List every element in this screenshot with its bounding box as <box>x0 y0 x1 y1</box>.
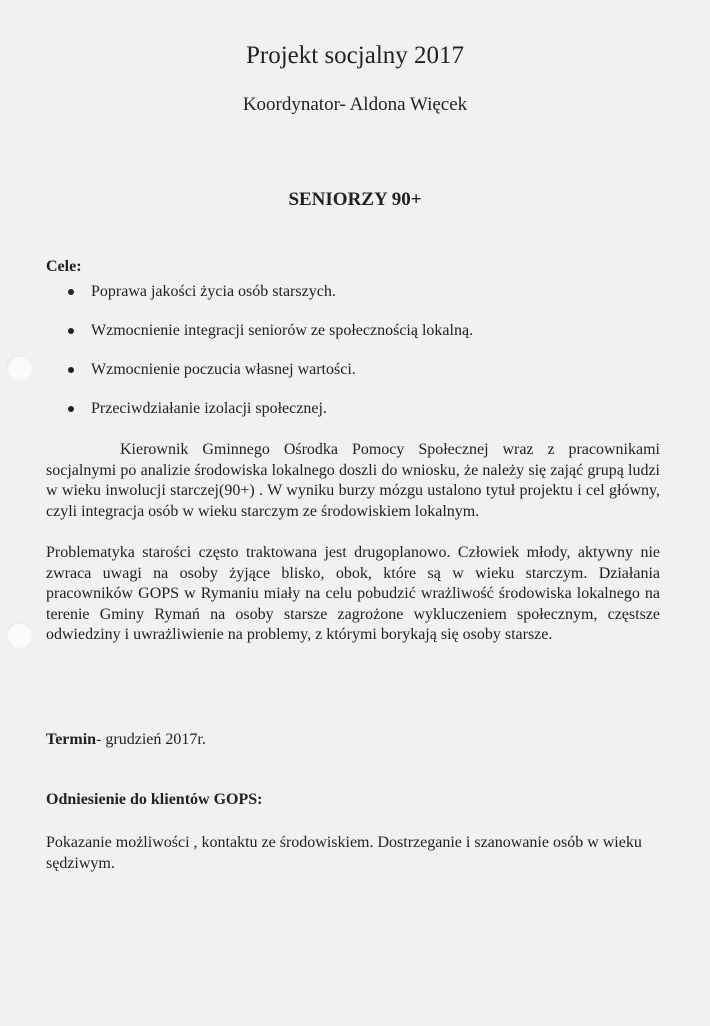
document-title: Projekt socjalny 2017 <box>245 42 465 69</box>
project-heading: SENIORZY 90+ <box>288 189 422 210</box>
term-line <box>46 731 206 749</box>
bullet-icon <box>68 289 74 295</box>
coordinator-line: Koordynator- Aldona Więcek <box>242 94 468 115</box>
paragraph-problem: Problematyka starości często traktowana jest drugoplanowo. Człowiek młody, aktywny nie zwraca uwagi na osoby żyjące blisko, obok, które są w wieku starczym. Działania pracowników GOPS w Rymaniu miały na celu pobudzić wrażliwość środowiska lokalnego na terenie Gminy Rymań na osoby starsze zagrożone wykluczeniem społecznym, częstsze odwiedziny i uwrażliwienie na problemy, z którymi borykają się osoby starsze. <box>46 544 660 644</box>
list-item <box>66 397 473 420</box>
bullet-icon <box>68 367 74 373</box>
goal-text: Wzmocnienie integracji seniorów ze społecznością lokalną. <box>91 322 474 339</box>
goal-text: Wzmocnienie poczucia własnej wartości. <box>91 361 356 378</box>
clients-text: Pokazanie możliwości , kontaktu ze środowiskiem. Dostrzeganie i szanowanie osób w wieku sędziwym. <box>46 834 642 872</box>
punch-hole <box>6 355 32 381</box>
term-label: Termin <box>46 731 97 748</box>
clients-heading: Odniesienie do klientów GOPS: <box>46 791 263 808</box>
list-item <box>66 319 473 342</box>
paragraph-intro: Kierownik Gminnego Ośrodka Pomocy Społecznej wraz z pracownikami socjalnymi po analizie środowiska lokalnego doszli do wniosku, że należy się zająć grupą ludzi w wieku inwolucji starczej(90+) . W wyniku burzy mózgu ustalono tytuł projektu i cel główny, czyli integracja osób w wieku starczym ze środowiskiem lokalnym. <box>46 441 660 520</box>
goals-label: Cele: <box>46 258 82 275</box>
goal-text: Poprawa jakości życia osób starszych. <box>91 283 336 300</box>
bullet-icon <box>68 328 74 334</box>
list-item <box>66 358 473 381</box>
punch-hole <box>6 622 32 648</box>
bullet-icon <box>68 406 74 412</box>
list-item <box>66 280 473 303</box>
goals-list <box>66 280 473 436</box>
term-value: - grudzień 2017r. <box>96 731 206 748</box>
goal-text: Przeciwdziałanie izolacji społecznej. <box>91 400 327 417</box>
